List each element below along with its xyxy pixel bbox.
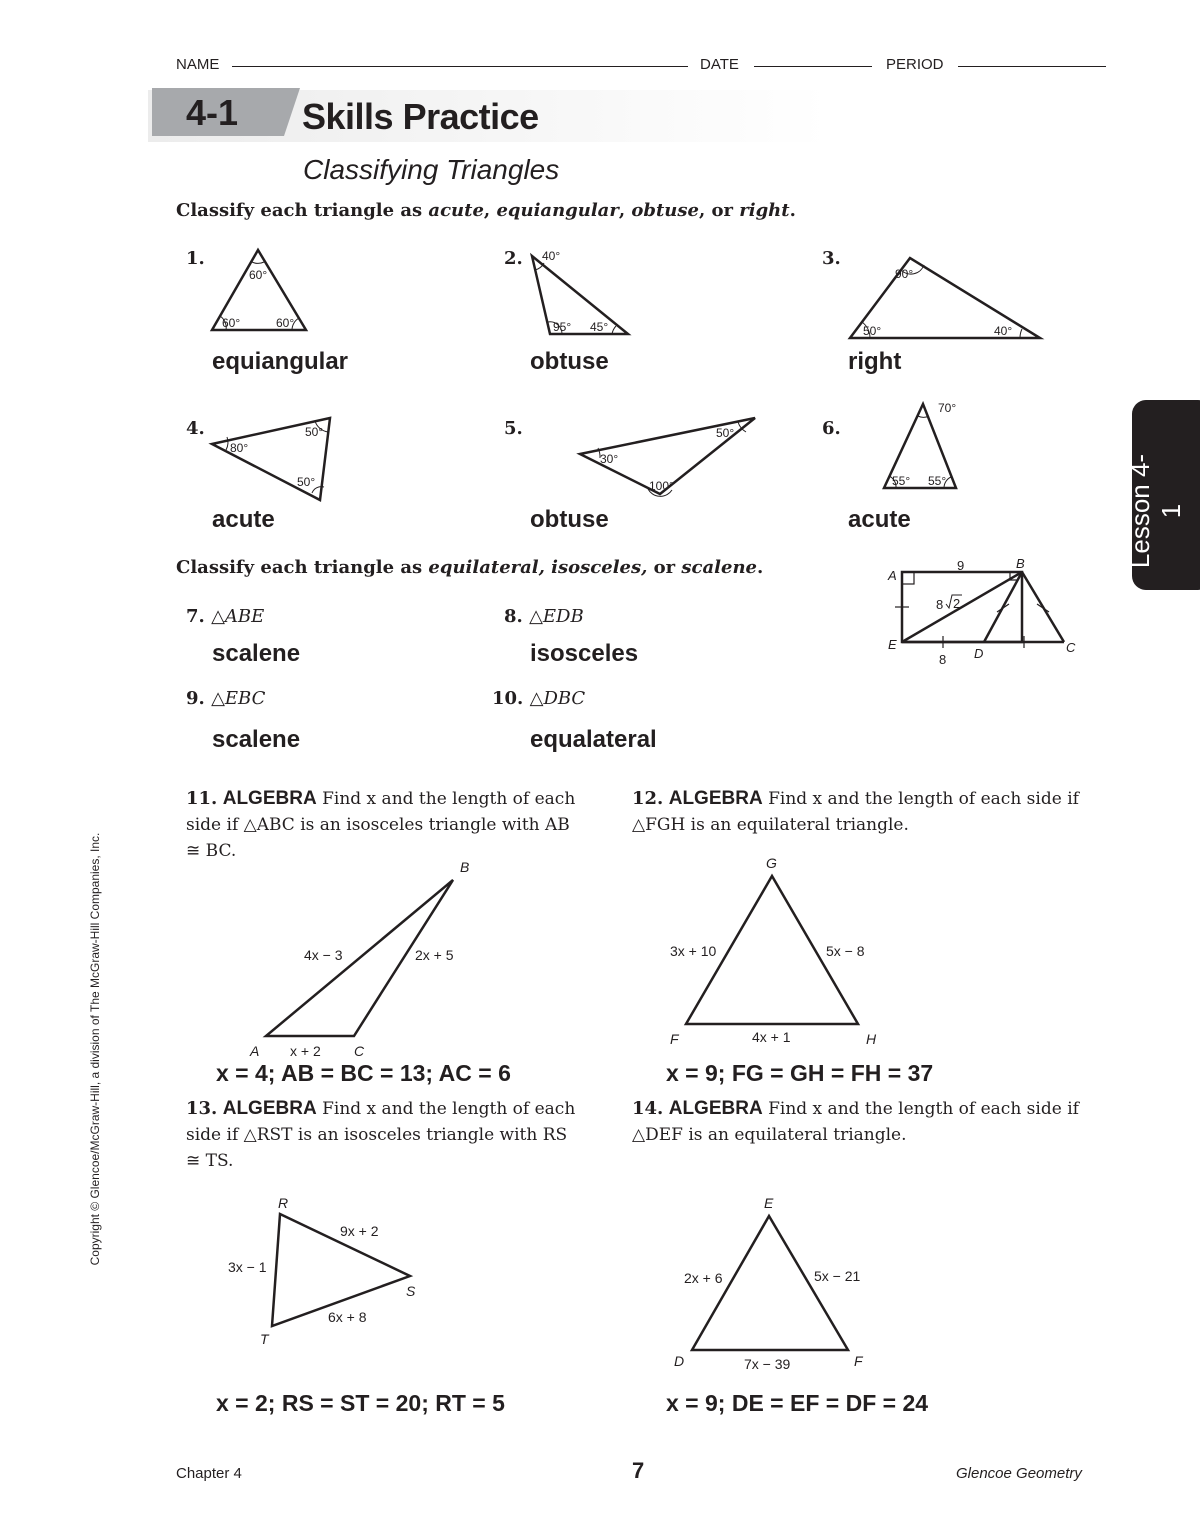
svg-text:2: 2	[953, 596, 961, 611]
side-label: 5x − 8	[826, 943, 865, 959]
angle-label: 100°	[649, 479, 674, 493]
angle-label: 50°	[305, 425, 324, 439]
angle-label: 55°	[928, 474, 947, 488]
side-label: 9x + 2	[340, 1223, 379, 1239]
problem-number: 1.	[186, 248, 205, 269]
problem-10: 10. △DBC	[492, 688, 586, 709]
problem-number: 6.	[822, 418, 841, 439]
answer: scalene	[212, 726, 301, 753]
vertex-label: D	[974, 646, 984, 661]
vertex-label: G	[766, 855, 777, 871]
vertex-label: F	[670, 1031, 679, 1047]
name-label: NAME	[176, 56, 220, 73]
answer: equiangular	[212, 348, 349, 375]
vertex-label: A	[888, 568, 897, 583]
vertex-label: R	[278, 1195, 289, 1211]
side-label: 6x + 8	[328, 1309, 367, 1325]
side-label: 3x + 10	[670, 943, 717, 959]
side-label: x + 2	[290, 1043, 321, 1059]
angle-label: 60°	[222, 316, 241, 330]
footer-book-title: Glencoe Geometry	[956, 1465, 1082, 1482]
answer: acute	[212, 506, 275, 533]
side-label: 8	[939, 652, 947, 667]
answer: right	[848, 348, 902, 375]
problem-number: 5.	[504, 418, 523, 439]
lesson-side-tab-label: Lesson 4-1	[1125, 453, 1186, 569]
vertex-label: C	[354, 1043, 365, 1059]
date-label: DATE	[700, 56, 739, 73]
instruction-classify-sides: Classify each triangle as equilateral, isosceles, or scalene.	[176, 557, 764, 578]
answer: isosceles	[530, 640, 639, 667]
problem-7: 7. △ABE	[186, 606, 265, 627]
page-title: Skills Practice	[302, 96, 539, 137]
side-label: 2x + 5	[415, 947, 454, 963]
vertex-label: F	[854, 1353, 863, 1369]
angle-label: 45°	[590, 320, 609, 334]
angle-label: 60°	[276, 316, 295, 330]
vertex-label: E	[888, 637, 897, 652]
instruction-classify-angles: Classify each triangle as acute, equiangular, obtuse, or right.	[176, 200, 796, 221]
page-subtitle: Classifying Triangles	[303, 154, 560, 185]
vertex-label: D	[674, 1353, 685, 1369]
problem-number: 4.	[186, 418, 205, 439]
algebra-problem-14: 14. ALGEBRA Find x and the length of each side if △DEF is an equilateral triangle.	[632, 1098, 1079, 1145]
footer-chapter: Chapter 4	[176, 1465, 242, 1482]
angle-label: 55°	[892, 474, 911, 488]
angle-label: 95°	[553, 320, 572, 334]
problem-8: 8. △EDB	[504, 606, 584, 627]
angle-label: 50°	[716, 426, 735, 440]
side-label: 8	[936, 597, 944, 612]
side-label: 4x + 1	[752, 1029, 791, 1045]
algebra-problem-11: 11. ALGEBRA Find x and the length of each side if △ABC is an isosceles triangle with AB ≅ BC.	[186, 788, 576, 861]
angle-label: 80°	[230, 441, 249, 455]
problem-number: 3.	[822, 248, 841, 269]
problem-9: 9. △EBC	[186, 688, 266, 709]
answer-12: x = 9; FG = GH = FH = 37	[666, 1060, 934, 1086]
side-label: 5x − 21	[814, 1268, 861, 1284]
answer: obtuse	[530, 348, 609, 375]
angle-label: 40°	[994, 324, 1013, 338]
vertex-label: S	[406, 1283, 416, 1299]
angle-label: 50°	[297, 475, 316, 489]
answer: acute	[848, 506, 911, 533]
algebra-problem-12: 12. ALGEBRA Find x and the length of each side if △FGH is an equilateral triangle.	[632, 788, 1079, 835]
side-label: 9	[957, 558, 965, 573]
answer: scalene	[212, 640, 301, 667]
vertex-label: B	[460, 859, 470, 875]
footer-page-number: 7	[632, 1458, 645, 1483]
side-label: 7x − 39	[744, 1356, 791, 1372]
vertex-label: B	[1016, 556, 1025, 571]
angle-label: 90°	[895, 267, 914, 281]
angle-label: 70°	[938, 401, 957, 415]
vertex-label: A	[250, 1043, 260, 1059]
vertex-label: H	[866, 1031, 877, 1047]
copyright-notice: Copyright © Glencoe/McGraw-Hill, a division of The McGraw-Hill Companies, Inc.	[88, 832, 102, 1266]
vertex-label: E	[764, 1195, 774, 1211]
answer-14: x = 9; DE = EF = DF = 24	[666, 1390, 929, 1416]
lesson-number: 4-1	[186, 92, 239, 133]
algebra-problem-13: 13. ALGEBRA Find x and the length of each side if △RST is an isosceles triangle with RS ≅ TS.	[186, 1098, 576, 1171]
period-label: PERIOD	[886, 56, 944, 73]
answer: obtuse	[530, 506, 609, 533]
answer: equalateral	[530, 726, 657, 753]
answer-13: x = 2; RS = ST = 20; RT = 5	[216, 1390, 505, 1416]
angle-label: 30°	[600, 452, 619, 466]
side-label: 2x + 6	[684, 1270, 723, 1286]
answer-11: x = 4; AB = BC = 13; AC = 6	[216, 1060, 511, 1086]
side-label: 3x − 1	[228, 1259, 267, 1275]
vertex-label: C	[1066, 640, 1076, 655]
angle-label: 40°	[542, 249, 561, 263]
problem-number: 2.	[504, 248, 523, 269]
side-label: 4x − 3	[304, 947, 343, 963]
angle-label: 60°	[249, 268, 268, 282]
angle-label: 50°	[863, 324, 882, 338]
vertex-label: T	[260, 1331, 269, 1347]
